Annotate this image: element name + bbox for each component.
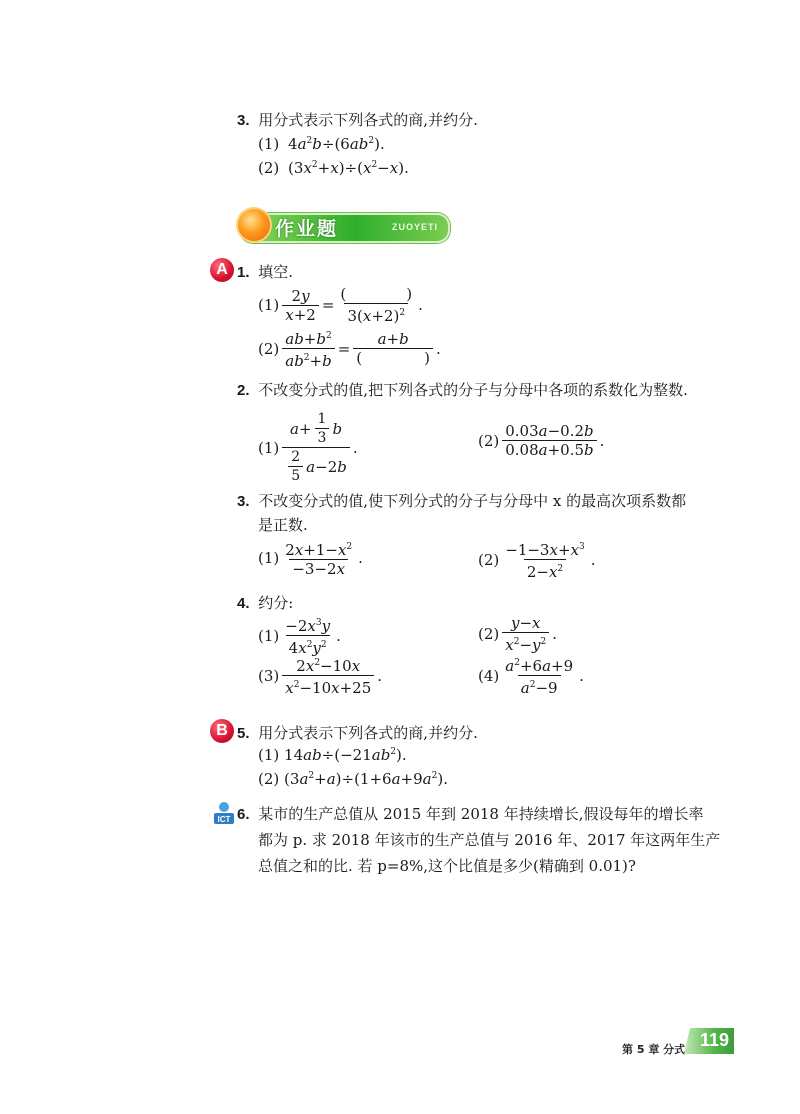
item-label: (2)	[258, 770, 280, 788]
item-label: (1)	[258, 549, 280, 567]
fraction: $a^2+6a+9$ $a^2-9$	[505, 657, 574, 697]
question-6-line-3: 总值之和的比. 若 p=8%,这个比值是多少(精确到 0.01)?	[258, 857, 636, 875]
question-4-item-1	[258, 614, 341, 657]
fraction: 0.03a−0.2b 0.08a+0.5b	[502, 422, 596, 459]
fraction: $2x^2-10x$ $x^2-10x+25$	[282, 654, 374, 697]
question-number: 3.	[237, 493, 250, 510]
question-4-item-2	[478, 614, 557, 654]
question-prompt: 用分式表示下列各式的商,并约分.	[258, 111, 478, 129]
question-prompt: 不改变分式的值,使下列分式的分子与分母中 x 的最高次项系数都	[258, 492, 687, 510]
badge-letter: A	[216, 261, 228, 278]
equals-sign: =	[321, 296, 335, 314]
question-1-item-2	[258, 327, 441, 370]
orange-orb-icon	[238, 209, 270, 241]
complex-fraction: a + 1 3 b 2 5 a −2 b	[282, 410, 350, 485]
item-label: (1)	[258, 438, 280, 457]
item-label: (4)	[478, 666, 500, 685]
question-2-item-2	[478, 422, 604, 459]
fraction: $\frac{2y}{x+2}$	[282, 287, 319, 324]
period: .	[552, 625, 558, 643]
item-label: (2)	[258, 339, 280, 358]
chapter-footer: 第 5 章 分式	[622, 1043, 686, 1056]
fraction: a+b ( )	[353, 330, 433, 367]
page-number: 119	[700, 1030, 730, 1050]
item-label: (1)	[258, 135, 280, 153]
period: .	[599, 431, 605, 450]
question-3-prompt-cont: 是正数.	[258, 516, 308, 534]
question-2-item-1	[258, 410, 358, 485]
group-b-badge-icon	[210, 719, 234, 743]
question-4-item-3	[258, 654, 382, 697]
period: .	[590, 550, 596, 569]
section-banner-subtitle: ZUOYETI	[392, 222, 439, 232]
question-5-item-2: (2) $(3a^2+a)\div(1+6a+9a^2)$.	[258, 770, 448, 788]
item-label: (2)	[478, 625, 500, 643]
group-a-badge-icon	[210, 258, 234, 282]
question-2	[237, 379, 688, 400]
question-6-line-2: 都为 p. 求 2018 年该市的生产总值与 2016 年、2017 年这两年生产	[258, 831, 721, 849]
question-3-item-1	[258, 538, 363, 578]
badge-letter: B	[216, 722, 228, 739]
question-number: 5.	[237, 725, 250, 742]
question-number: 1.	[237, 264, 250, 281]
period: .	[377, 666, 383, 685]
top-question-3-item-1: (1) $4a^2b\div(6ab^2)$.	[258, 135, 385, 153]
question-text-line-1: 某市的生产总值从 2015 年到 2018 年持续增长,假设每年的增长率	[258, 805, 704, 823]
fraction: $2x+1-x^2$ −3−2x	[285, 541, 353, 578]
period: .	[336, 626, 341, 645]
question-6	[237, 803, 704, 824]
period: .	[418, 296, 423, 314]
question-number: 4.	[237, 595, 250, 612]
section-banner-title: 作业题	[275, 218, 339, 240]
item-label: (2)	[478, 550, 500, 569]
question-1	[237, 261, 293, 282]
period: .	[358, 549, 363, 567]
fraction: $\frac{ab+b^2}{ab^2+b}$	[282, 327, 334, 370]
top-question-3-item-2: (2) $(3x^2+x)\div(x^2-x)$.	[258, 159, 409, 177]
question-4	[237, 592, 293, 613]
fraction: $-1-3x+x^3$ $2-x^2$	[505, 541, 585, 581]
period: .	[352, 438, 358, 457]
question-1-item-1	[258, 285, 423, 325]
item-label: (1)	[258, 296, 280, 314]
ict-icon-label: ICT	[217, 815, 231, 824]
fraction: y−x $x^2-y^2$	[502, 614, 549, 654]
item-label: (3)	[258, 666, 280, 685]
question-number: 2.	[237, 382, 250, 399]
question-number: 3.	[237, 112, 250, 129]
question-3-item-2	[478, 538, 596, 581]
fraction: $-2x^3y$ $4x^2y^2$	[285, 617, 331, 657]
question-5-item-1: (1) $14ab\div(-21ab^2)$.	[258, 746, 407, 764]
top-question-3	[237, 109, 478, 130]
period: .	[579, 666, 584, 685]
item-label: (1)	[258, 746, 280, 764]
item-label: (2)	[258, 159, 280, 177]
item-label: (2)	[478, 431, 500, 450]
question-4-item-4	[478, 654, 584, 697]
question-3	[237, 490, 686, 511]
question-number: 6.	[237, 806, 250, 823]
item-label: (1)	[258, 626, 280, 645]
question-prompt: 填空.	[258, 263, 294, 281]
fraction: ( ) $3(x+2)^2$	[340, 285, 413, 325]
question-5	[237, 722, 478, 743]
question-prompt: 约分:	[258, 594, 294, 612]
equals-sign: =	[337, 339, 351, 358]
question-prompt: 不改变分式的值,把下列各式的分子与分母中各项的系数化为整数.	[258, 381, 688, 399]
ict-icon	[211, 800, 237, 826]
question-prompt: 用分式表示下列各式的商,并约分.	[258, 724, 478, 742]
period: .	[436, 339, 441, 358]
